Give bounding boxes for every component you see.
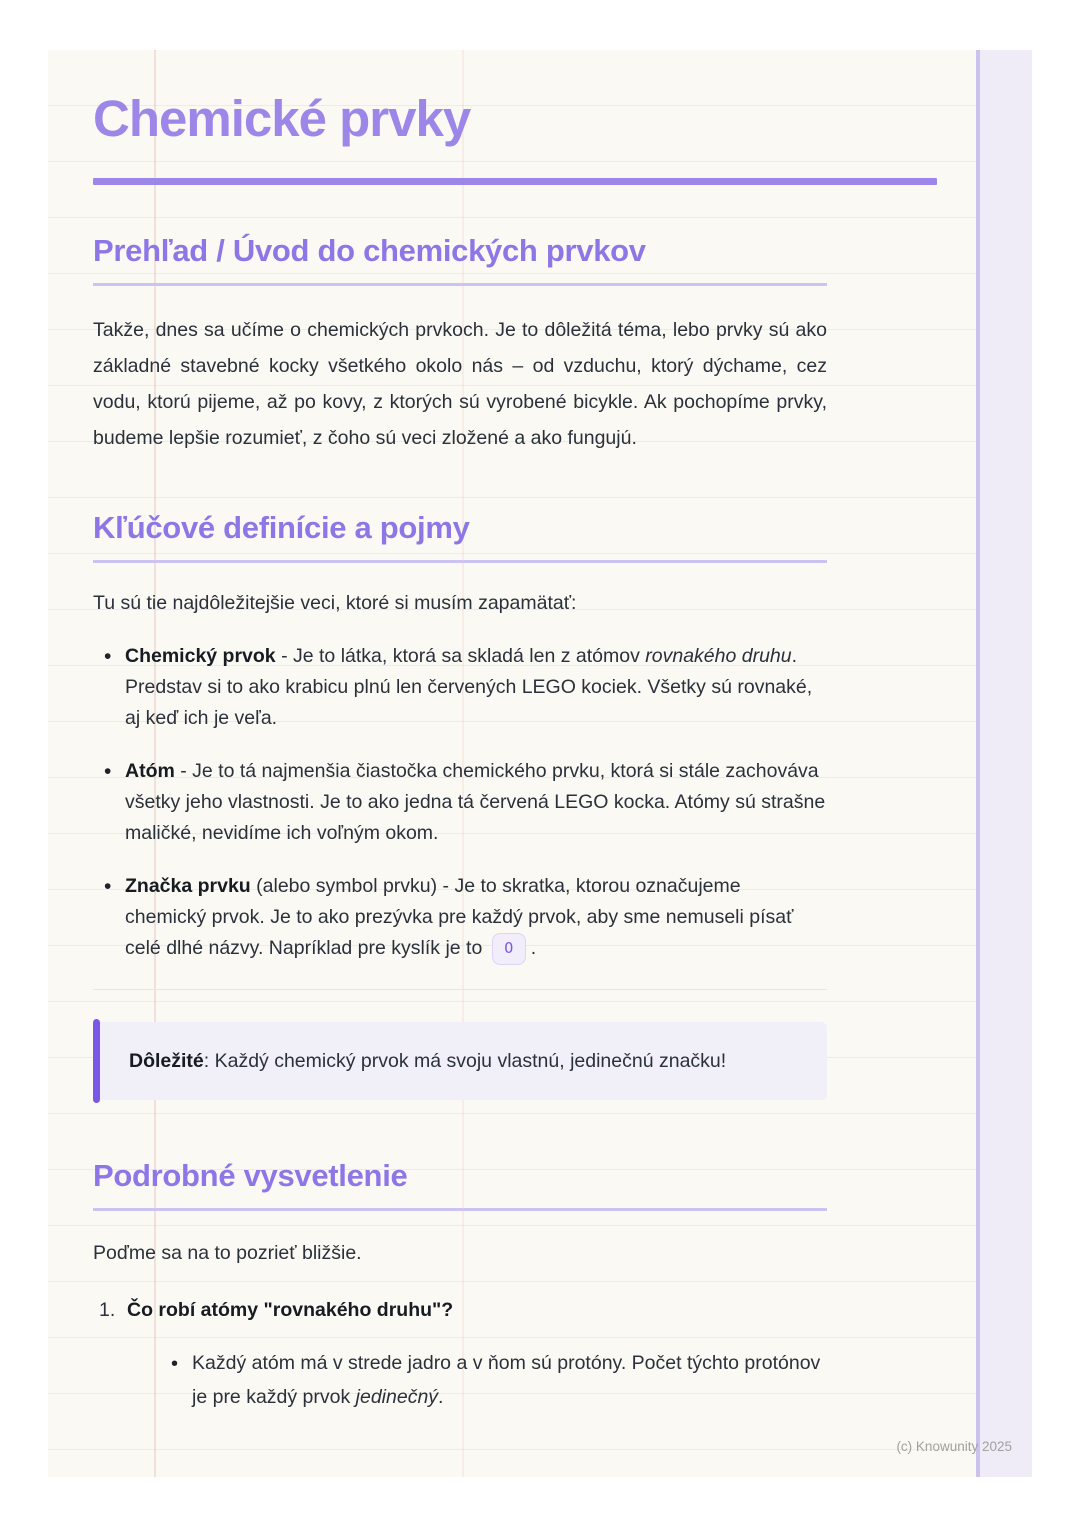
italic-phrase: rovnakého druhu	[645, 645, 792, 667]
section-underline	[93, 283, 827, 286]
term-separator: -	[174, 760, 193, 782]
numbered-item	[93, 1295, 827, 1414]
horizontal-divider	[93, 989, 827, 990]
callout-accent-bar	[93, 1019, 100, 1103]
section-underline	[93, 1208, 827, 1211]
callout-label: Dôležité	[129, 1050, 204, 1072]
copyright-footer: (c) Knowunity 2025	[896, 1439, 1012, 1454]
term-suffix: (alebo symbol prvku) -	[250, 875, 455, 897]
element-symbol-chip: O	[492, 933, 526, 965]
title-divider	[93, 178, 937, 185]
definition-text: Je to látka, ktorá sa skladá len z atómov	[293, 645, 646, 667]
definition-text: .	[530, 937, 537, 960]
sub-bullet-list	[127, 1346, 827, 1414]
callout-text: : Každý chemický prvok má svoju vlastnú, jedinečnú značku!	[203, 1050, 727, 1072]
section-heading-definitions: Kľúčové definície a pojmy	[93, 510, 470, 545]
list-item-atom	[93, 756, 827, 849]
numbered-list	[93, 1295, 827, 1414]
definitions-list	[93, 641, 827, 965]
page-title: Chemické prvky	[93, 90, 471, 147]
sub-bullet-item	[127, 1346, 827, 1414]
list-item-chemical-element	[93, 641, 827, 734]
italic-phrase: jedinečný	[355, 1386, 439, 1408]
section-heading-detail: Podrobné vysvetlenie	[93, 1158, 408, 1193]
document-content	[93, 50, 827, 1414]
question-bold: Čo robí atómy "rovnakého druhu"?	[127, 1299, 454, 1321]
important-callout	[93, 1022, 827, 1100]
term-bold: Značka prvku	[125, 875, 251, 897]
list-item-element-symbol	[93, 871, 827, 965]
point-text: .	[438, 1386, 444, 1408]
definitions-intro: Tu sú tie najdôležitejšie veci, ktoré si musím zapamätať:	[93, 592, 577, 614]
item-number: 1.	[99, 1299, 116, 1321]
detail-intro: Poďme sa na to pozrieť bližšie.	[93, 1242, 362, 1264]
term-bold: Chemický prvok	[125, 645, 276, 667]
overview-paragraph: Takže, dnes sa učíme o chemických prvkoch. Je to dôležitá téma, lebo prvky sú ako základné stavebné kocky všetkého okolo nás – od vzduchu, ktorý dýchame, cez vodu, ktorú pijeme, až po kovy, z ktorých sú vyrobené bicykle. Ak pochopíme prvky, budeme lepšie rozumieť, z čoho sú veci zložené a ako fungujú.	[93, 319, 827, 449]
term-bold: Atóm	[125, 760, 175, 782]
term-separator: -	[275, 645, 293, 667]
point-text: Každý atóm má v strede jadro a v ňom sú protóny. Počet týchto protónov je pre každý prvok	[192, 1352, 821, 1408]
section-heading-overview: Prehľad / Úvod do chemických prvkov	[93, 233, 646, 268]
definition-text: . Predstav si to ako krabicu plnú len červených LEGO kociek. Všetky sú rovnaké, aj keď ich je veľa.	[125, 645, 813, 729]
right-margin-stripe	[976, 50, 1032, 1477]
definition-text: Je to tá najmenšia čiastočka chemického prvku, ktorá si stále zachováva všetky jeho vlastnosti. Je to ako jedna tá červená LEGO kocka. Atómy sú strašne maličké, nevidíme ich voľným okom.	[125, 760, 826, 844]
definition-text: Je to skratka, ktorou označujeme chemický prvok. Je to ako prezývka pre každý prvok, aby sme nemuseli písať celé dlhé názvy. Napríklad pre kyslík je to	[125, 875, 794, 960]
section-underline	[93, 560, 827, 563]
